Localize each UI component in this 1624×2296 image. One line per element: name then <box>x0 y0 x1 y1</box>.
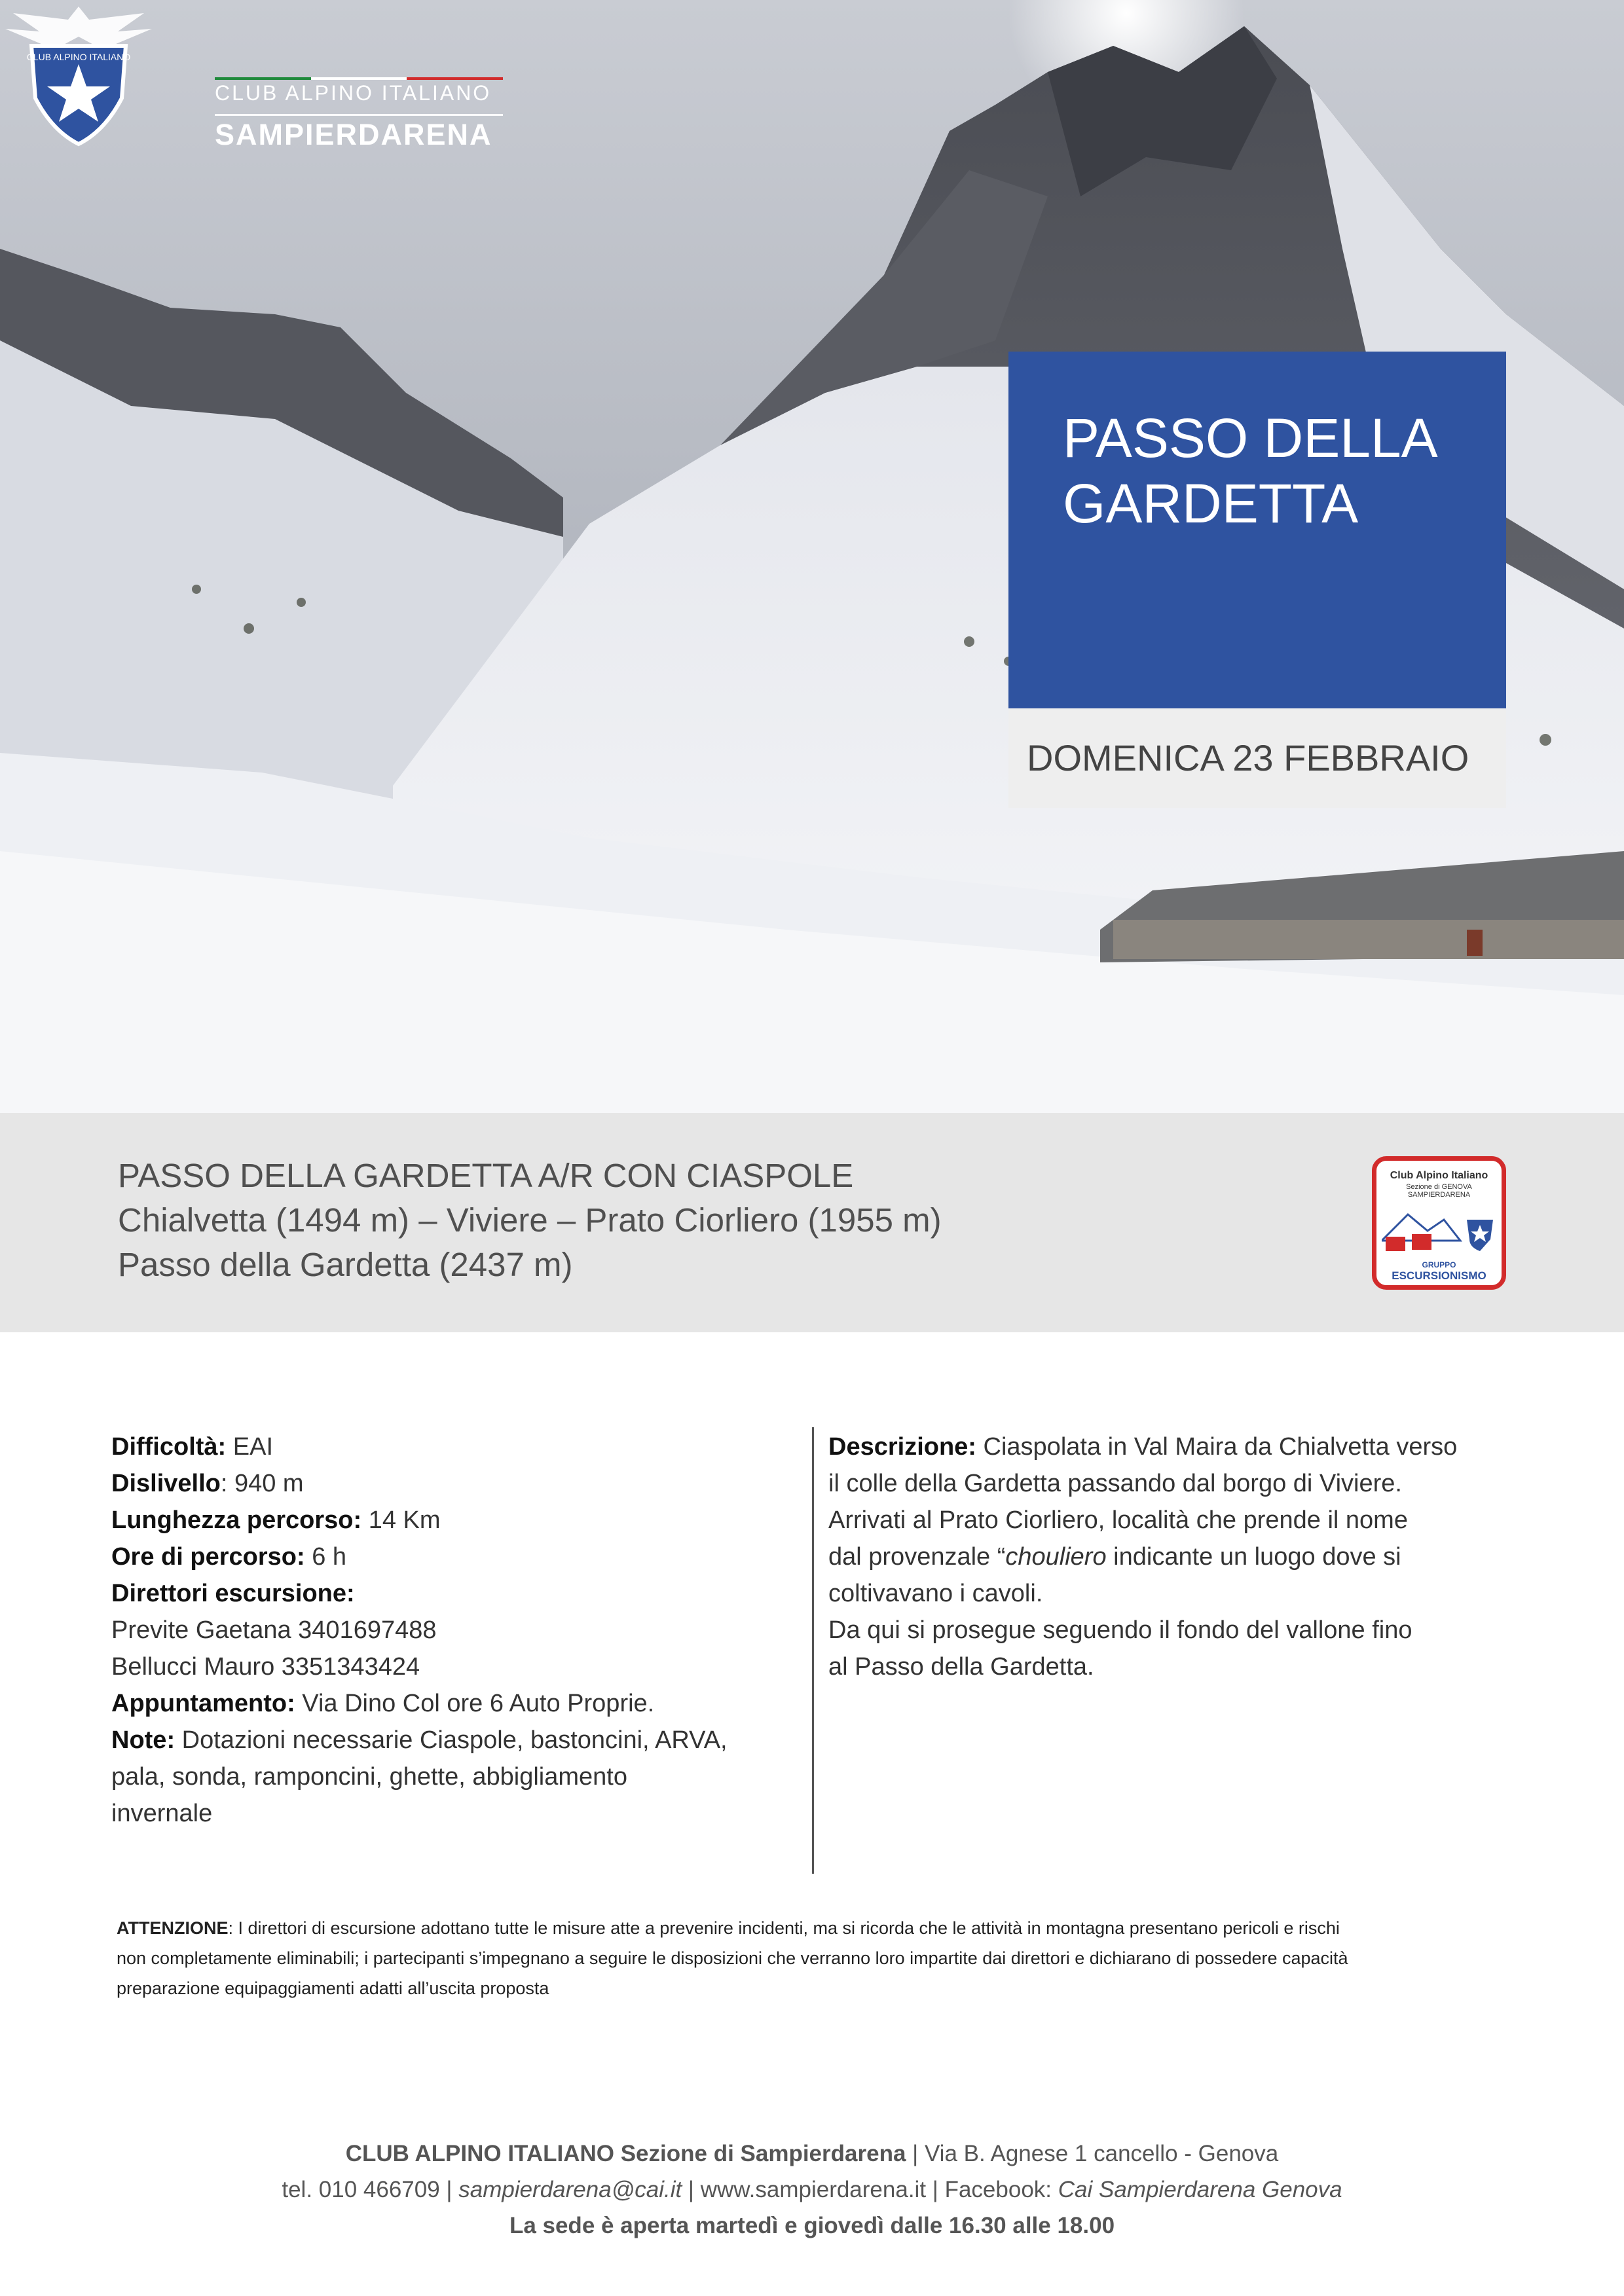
director-1: Previte Gaetana 3401697488 <box>111 1616 437 1644</box>
director-2: Bellucci Mauro 3351343424 <box>111 1653 420 1681</box>
escursionismo-badge <box>1372 1156 1506 1290</box>
warning-line3: preparazione equipaggiamenti adatti all’uscita proposta <box>117 1978 549 1998</box>
description-line3: Arrivati al Prato Ciorliero, località che prende il nome <box>828 1506 1408 1534</box>
brand-divider <box>215 114 503 116</box>
hero-photo <box>0 0 1624 1113</box>
badge-mountain-icon <box>1382 1201 1500 1258</box>
event-title-box <box>1008 352 1506 708</box>
warning-line2: non completamente eliminabili; i partecipanti s’impegnano a seguire le disposizioni che verranno loro impartite dai direttori e dichiarano di possedere capacità <box>117 1948 1348 1968</box>
length-row: Lunghezza percorso: 14 Km <box>111 1506 441 1534</box>
brand-line2: SAMPIERDARENA <box>215 118 492 151</box>
notes-line3: invernale <box>111 1800 213 1827</box>
event-date-box <box>1008 708 1506 808</box>
footer-email[interactable]: sampierdarena@cai.it <box>458 2177 682 2202</box>
event-title: PASSO DELLA GARDETTA <box>1063 407 1435 534</box>
notes-row: Note: Dotazioni necessarie Ciaspole, bastoncini, ARVA, <box>111 1726 728 1754</box>
brand-line1: CLUB ALPINO ITALIANO <box>215 81 492 105</box>
description-line4: dal provenzale “chouliero indicante un luogo dove si <box>828 1543 1401 1571</box>
svg-text:CLUB ALPINO ITALIANO: CLUB ALPINO ITALIANO <box>26 52 131 62</box>
summary-line3: Passo della Gardetta (2437 m) <box>118 1246 573 1283</box>
footer-line2: tel. 010 466709 | sampierdarena@cai.it | www.sampierdarena.it | Facebook: Cai Sampierdarena Genova <box>282 2177 1342 2202</box>
difficulty-row: Difficoltà: EAI <box>111 1433 274 1461</box>
footer <box>0 2136 1624 2244</box>
badge-sub1: Sezione di GENOVA <box>1406 1183 1472 1191</box>
flag-stripe <box>215 77 503 80</box>
directors-label: Direttori escursione: <box>111 1580 355 1607</box>
badge-sub2: SAMPIERDARENA <box>1407 1191 1471 1199</box>
description-line2: il colle della Gardetta passando dal borgo di Viviere. <box>828 1470 1402 1497</box>
description-line1: Descrizione: Ciaspolata in Val Maira da Chialvetta verso <box>828 1433 1458 1461</box>
description-line7: al Passo della Gardetta. <box>828 1653 1094 1681</box>
footer-line1: CLUB ALPINO ITALIANO Sezione di Sampierdarena | Via B. Agnese 1 cancello - Genova <box>345 2141 1279 2166</box>
hours-row: Ore di percorso: 6 h <box>111 1543 347 1571</box>
meeting-row: Appuntamento: Via Dino Col ore 6 Auto Proprie. <box>111 1690 655 1717</box>
badge-group: GRUPPO <box>1422 1260 1456 1269</box>
warning-label: ATTENZIONE <box>117 1918 229 1938</box>
elevation-row: Dislivello: 940 m <box>111 1470 304 1497</box>
description-column <box>828 1429 1522 1685</box>
notes-line2: pala, sonda, ramponcini, ghette, abbigliamento <box>111 1763 627 1791</box>
footer-line3: La sede è aperta martedì e giovedì dalle 16.30 alle 18.00 <box>509 2213 1115 2238</box>
badge-title: Club Alpino Italiano <box>1390 1170 1488 1181</box>
description-line5: coltivavano i cavoli. <box>828 1580 1043 1607</box>
summary-line2: Chialvetta (1494 m) – Viviere – Prato Ciorliero (1955 m) <box>118 1201 942 1239</box>
description-line6: Da qui si prosegue seguendo il fondo del vallone fino <box>828 1616 1412 1644</box>
badge-group-name: ESCURSIONISMO <box>1392 1269 1486 1282</box>
warning-text: ATTENZIONE: I direttori di escursione adottano tutte le misure atte a prevenire incidenti, ma si ricorda che le attività in montagna presentano pericoli e rischi non completamente eliminabili; i partecipanti s’impegnano a seguire le disposizioni che verranno loro impartite dai direttori e dichiarano di possedere capacità preparazione equipaggiamenti adatti all’uscita proposta <box>117 1913 1518 2003</box>
event-date: DOMENICA 23 FEBBRAIO <box>1027 737 1469 778</box>
footer-facebook[interactable]: Cai Sampierdarena Genova <box>1058 2177 1342 2202</box>
column-divider <box>812 1427 814 1874</box>
summary-line1: PASSO DELLA GARDETTA A/R CON CIASPOLE <box>118 1157 854 1194</box>
cai-logo <box>0 0 157 151</box>
details-column <box>111 1429 799 1832</box>
